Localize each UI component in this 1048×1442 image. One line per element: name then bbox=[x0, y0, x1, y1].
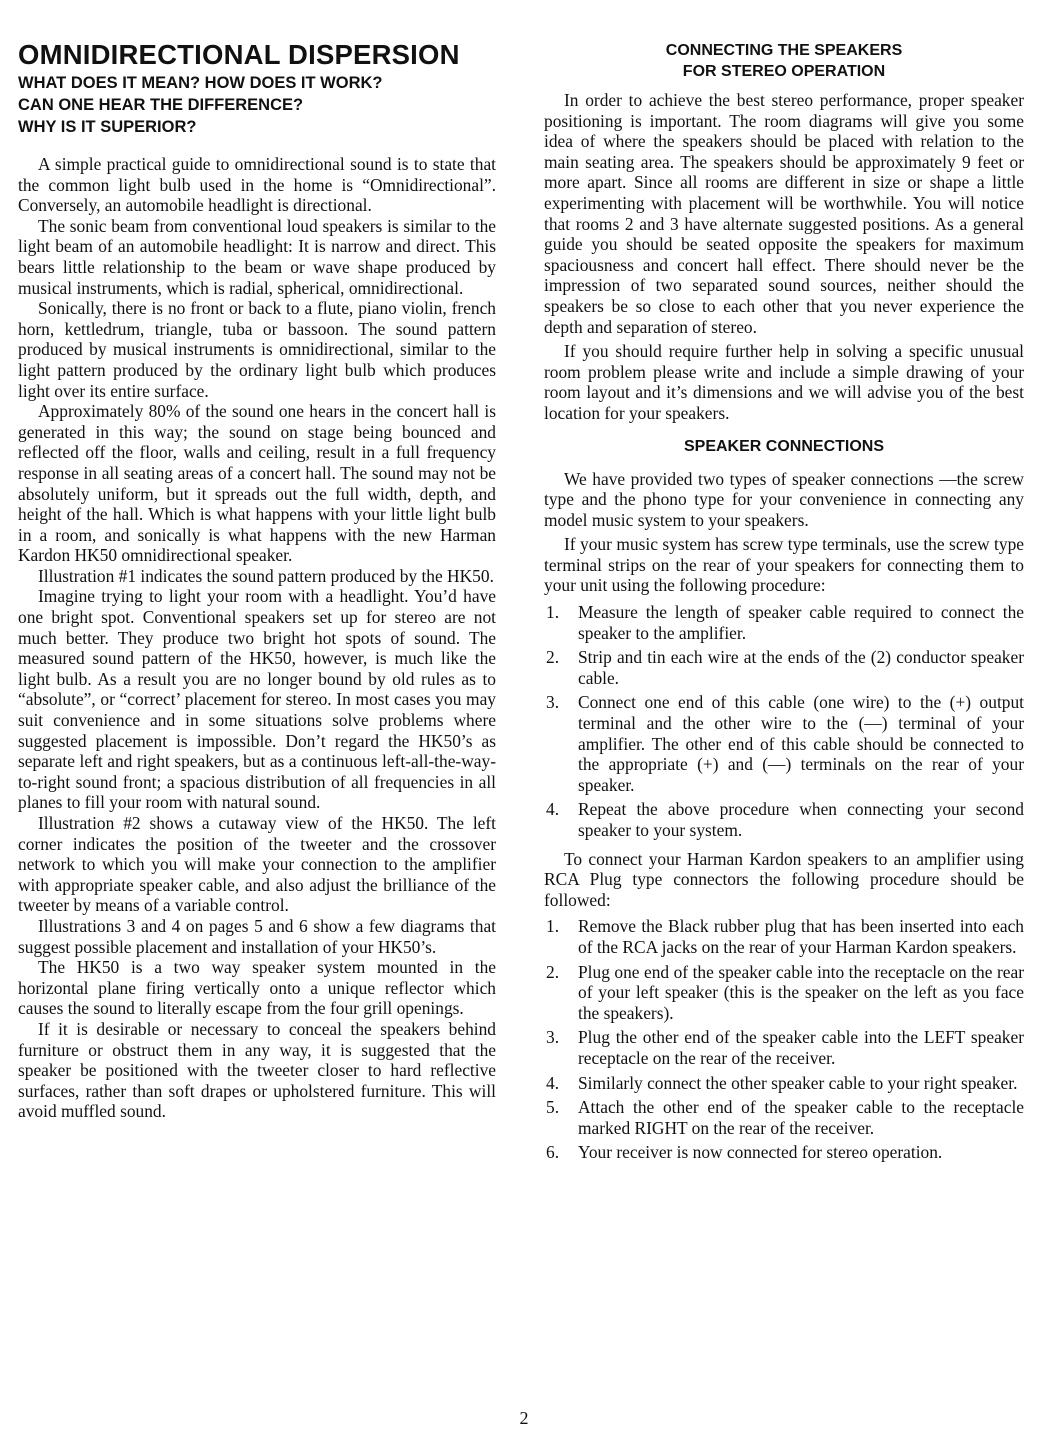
step-text: Plug the other end of the speaker cable into the LEFT speaker receptacle on the rear of the receiver. bbox=[578, 1027, 1024, 1068]
step-number: 4. bbox=[546, 1072, 560, 1093]
step-text: Remove the Black rubber plug that has been inserted into each of the RCA jacks on the rear of your Harman Kardon speakers. bbox=[578, 916, 1024, 957]
body-paragraph: To connect your Harman Kardon speakers to an amplifier using RCA Plug type connectors the following procedure should be followed: bbox=[544, 848, 1024, 910]
step-number: 2. bbox=[546, 961, 560, 982]
connections-section-heading: SPEAKER CONNECTIONS bbox=[683, 437, 885, 455]
list-item bbox=[544, 1073, 1024, 1094]
step-number: 1. bbox=[546, 916, 560, 937]
subtitle-question: WHY IS IT SUPERIOR? bbox=[18, 118, 197, 136]
page-number: 2 bbox=[519, 1408, 529, 1428]
body-paragraph: Approximately 80% of the sound one hears in the concert hall is generated in this way; the sound on stage being bounced and reflected off the floor, walls and ceiling, result in a full frequency response in all seating areas of a concert hall. The sound may not be absolutely uniform, but it spreads out the full width, depth, and height of the hall. Which is what happens with your little light bulb in a room, and sonically is what happens with the new Harman Kardon HK50 omnidirectional speaker. bbox=[18, 401, 496, 566]
rca-plug-steps bbox=[544, 916, 1024, 1163]
list-item bbox=[544, 1097, 1024, 1138]
list-item bbox=[544, 692, 1024, 795]
right-column bbox=[544, 40, 1024, 1167]
step-text: Connect one end of this cable (one wire) to the (+) output terminal and the other wire to the (—) terminal of your amplifier. The other end of this cable should be connected to the appropriate (+) and (—) terminals on the rear of your speaker. bbox=[578, 692, 1024, 795]
section-heading-line: FOR STEREO OPERATION bbox=[682, 63, 886, 80]
list-item bbox=[544, 962, 1024, 1024]
step-text: Plug one end of the speaker cable into the receptacle on the rear of your left speaker (this is the speaker on the left as you face the speakers). bbox=[578, 961, 1024, 1023]
list-item bbox=[544, 647, 1024, 688]
step-number: 3. bbox=[546, 692, 560, 713]
subtitle-questions bbox=[18, 72, 496, 138]
list-item bbox=[544, 799, 1024, 840]
body-paragraph: The sonic beam from conventional loud speakers is similar to the light beam of an automobile headlight: It is narrow and direct. This bears little relationship to the beam or wave shape produced by musical instruments, which is radial, spherical, omnidirectional. bbox=[18, 215, 496, 298]
list-item bbox=[544, 602, 1024, 643]
body-paragraph: If your music system has screw type terminals, use the screw type terminal strips on the rear of your speakers for connecting them to your unit using the following procedure: bbox=[544, 534, 1024, 596]
body-paragraph: We have provided two types of speaker connections —the screw type and the phono type for your convenience in connecting any model music system to your speakers. bbox=[544, 468, 1024, 530]
step-text: Strip and tin each wire at the ends of the (2) conductor speaker cable. bbox=[578, 647, 1024, 688]
body-paragraph: Illustration #2 shows a cutaway view of the HK50. The left corner indicates the position of the tweeter and the crossover network to which you will make your connection to the amplifier with appropriate speaker cable, and also adjust the brilliance of the tweeter by means of a variable control. bbox=[18, 813, 496, 916]
body-paragraph: Imagine trying to light your room with a headlight. You’d have one bright spot. Conventional speakers set up for stereo are not much better. They produce two bright hot spots of sound. The measured sound pattern of the HK50, however, is much like the light bulb. As a result you are no longer bound by old rules as to “absolute”, or “correct’ placement for stereo. In most cases you may suit convenience and in some situations solve problems where suggested placement is impossible. Don’t regard the HK50’s as separate left and right speakers, but as a continuous left-all-the-way-to-right sound front; a spacious distribution of all frequencies in all planes to fill your room with natural sound. bbox=[18, 586, 496, 813]
body-paragraph: Illustration #1 indicates the sound pattern produced by the HK50. bbox=[38, 565, 494, 586]
page-title: OMNIDIRECTIONAL DISPERSION bbox=[18, 39, 460, 70]
step-text: Measure the length of speaker cable required to connect the speaker to the amplifier. bbox=[578, 602, 1024, 643]
step-number: 6. bbox=[546, 1142, 560, 1163]
step-text: Attach the other end of the speaker cable to the receptacle marked RIGHT on the rear of the receiver. bbox=[578, 1097, 1024, 1138]
body-paragraph: The HK50 is a two way speaker system mounted in the horizontal plane firing vertically onto a unique reflector which causes the sound to literally escape from the four grill openings. bbox=[18, 957, 496, 1019]
step-number: 2. bbox=[546, 647, 560, 668]
body-paragraph: If it is desirable or necessary to conceal the speakers behind furniture or obstruct them in any way, it is suggested that the speaker be positioned with the tweeter closer to hard reflective surfaces, rather than soft drapes or upholstered furniture. This will avoid muffled sound. bbox=[18, 1018, 496, 1122]
step-text: Repeat the above procedure when connecting your second speaker to your system. bbox=[578, 799, 1024, 840]
step-number: 4. bbox=[546, 799, 560, 820]
step-number: 3. bbox=[546, 1027, 560, 1048]
step-text: Similarly connect the other speaker cable to your right speaker. bbox=[578, 1072, 1018, 1093]
body-paragraph: Sonically, there is no front or back to a flute, piano violin, french horn, kettledrum, triangle, tuba or bassoon. The sound pattern produced by musical instruments is omnidirectional, similar to the light pattern produced by the ordinary light bulb which produces light over its entire surface. bbox=[18, 298, 496, 401]
left-column bbox=[18, 40, 496, 1122]
list-item bbox=[544, 1027, 1024, 1068]
body-paragraph: In order to achieve the best stereo performance, proper speaker positioning is important. The room diagrams will give you some idea of where the speakers should be placed with relation to the main seating area. The speakers should be approximately 9 feet or more apart. Since all rooms are different in size or shape a little experimenting with placement will be worthwhile. You will notice that rooms 2 and 3 have alternate suggested positions. As a general guide you should be seated opposite the speakers for maximum spaciousness and concert hall effect. There should never be the impression of two separated sound sources, neither should the speakers be so close to each other that you never experience the depth and separation of stereo. bbox=[544, 90, 1024, 337]
body-paragraph: A simple practical guide to omnidirectional sound is to state that the common light bulb used in the home is “Omnidirectional”. Conversely, an automobile headlight is directional. bbox=[18, 154, 496, 216]
stereo-section-heading bbox=[544, 40, 1024, 82]
body-paragraph: Illustrations 3 and 4 on pages 5 and 6 show a few diagrams that suggest possible placement and installation of your HK50’s. bbox=[18, 915, 496, 957]
list-item bbox=[544, 916, 1024, 957]
screw-terminal-steps bbox=[544, 602, 1024, 841]
subtitle-question: WHAT DOES IT MEAN? HOW DOES IT WORK? bbox=[18, 74, 383, 92]
subtitle-question: CAN ONE HEAR THE DIFFERENCE? bbox=[18, 96, 304, 114]
step-text: Your receiver is now connected for stereo operation. bbox=[578, 1142, 943, 1163]
body-paragraph: If you should require further help in solving a specific unusual room problem please write and include a simple drawing of your room layout and it’s dimensions and we will advise you of the best location for your speakers. bbox=[544, 341, 1024, 423]
section-heading-line: CONNECTING THE SPEAKERS bbox=[665, 42, 903, 59]
step-number: 5. bbox=[546, 1097, 560, 1118]
step-number: 1. bbox=[546, 602, 560, 623]
list-item bbox=[544, 1142, 1024, 1163]
